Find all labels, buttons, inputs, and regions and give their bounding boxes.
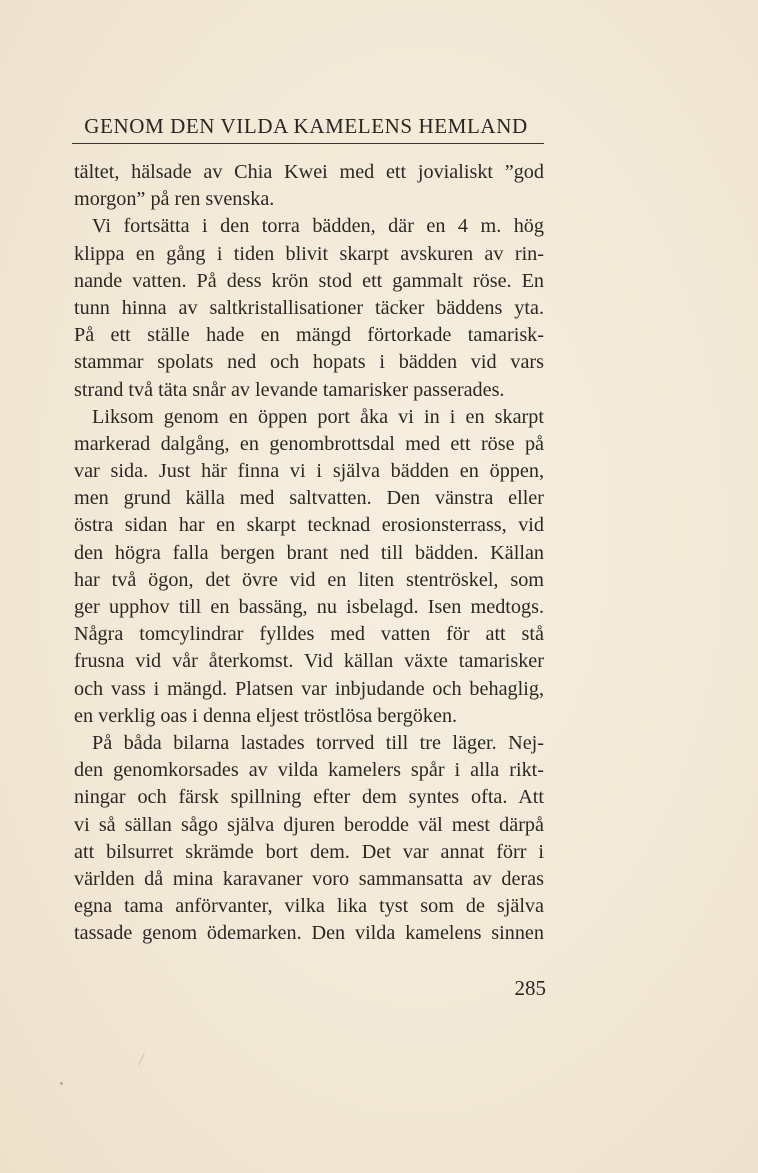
text-line: var sida. Just här finna vi i själva bädden en öppen,: [74, 460, 544, 483]
text-line: ningar och färsk spillning efter dem syntes ofta. Att: [74, 786, 544, 809]
paper-mark: [138, 1052, 145, 1065]
text-line: världen då mina karavaner voro sammansatta av deras: [74, 867, 544, 890]
text-line: egna tama anförvanter, vilka lika tyst som de själva: [74, 895, 544, 918]
text-line: nande vatten. På dess krön stod ett gammalt röse. En: [74, 269, 544, 292]
text-line: tältet, hälsade av Chia Kwei med ett jovialiskt ”god: [74, 161, 544, 183]
text-line: morgon” på ren svenska.: [74, 188, 275, 211]
text-line: strand två täta snår av levande tamarisker passerades.: [74, 378, 505, 401]
text-line: och vass i mängd. Platsen var inbjudande och behaglig,: [74, 677, 544, 700]
text-line: Liksom genom en öppen port åka vi in i en skarpt: [92, 405, 544, 428]
text-line: ger upphov till en bassäng, nu isbelagd. Isen medtogs.: [74, 596, 544, 618]
text-line: den genomkorsades av vilda kamelers spår i alla rikt-: [74, 759, 544, 782]
text-line: På ett ställe hade en mängd förtorkade tamarisk-: [74, 324, 544, 347]
text-line: en verklig oas i denna eljest tröstlösa bergöken.: [74, 704, 458, 727]
text-line: Några tomcylindrar fylldes med vatten för att stå: [74, 623, 544, 646]
text-line: tunn hinna av saltkristallisationer täcker bäddens yta.: [74, 296, 544, 319]
text-line: På båda bilarna lastades torrved till tre läger. Nej-: [92, 731, 544, 754]
text-line: tassade genom ödemarken. Den vilda kamelens sinnen: [74, 922, 544, 945]
paper-speck: [60, 1082, 63, 1085]
text-line: markerad dalgång, en genombrottsdal med ett röse på: [74, 432, 544, 455]
body-text: [74, 159, 544, 947]
text-line: har två ögon, det övre vid en liten stentröskel, som: [74, 568, 544, 591]
text-line: vi så sällan sågo själva djuren berodde väl mest därpå: [74, 813, 544, 836]
text-line: frusna vid vår återkomst. Vid källan växte tamarisker: [74, 650, 544, 673]
text-line: östra sidan har en skarpt tecknad erosionsterrass, vid: [74, 514, 544, 537]
text-line: men grund källa med saltvatten. Den vänstra eller: [74, 487, 544, 510]
page-number: 285: [514, 976, 546, 1000]
header-rule: [72, 143, 544, 144]
running-head: GENOM DEN VILDA KAMELENS HEMLAND: [84, 114, 528, 138]
text-line: den högra falla bergen brant ned till bädden. Källan: [74, 541, 544, 564]
text-line: klippa en gång i tiden blivit skarpt avskuren av rin-: [74, 242, 544, 265]
text-line: stammar spolats ned och hopats i bädden vid vars: [74, 351, 544, 374]
text-line: att bilsurret skrämde bort dem. Det var annat förr i: [74, 840, 544, 863]
text-line: Vi fortsätta i den torra bädden, där en 4 m. hög: [92, 215, 544, 238]
